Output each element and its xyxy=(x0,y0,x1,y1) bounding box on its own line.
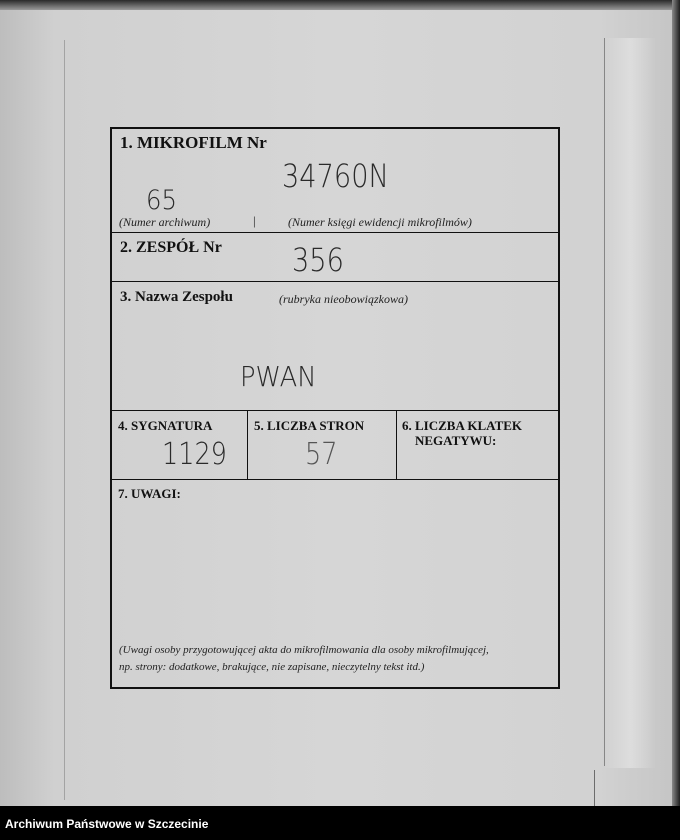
uwagi-note-line2: np. strony: dodatkowe, brakujące, nie zapisane, nieczytelny tekst itd.) xyxy=(119,661,425,673)
mikrofilm-label: 1. MIKROFILM Nr xyxy=(120,133,267,152)
uwagi-label: 7. UWAGI: xyxy=(118,486,181,501)
mikrofilm-form-card xyxy=(110,127,560,689)
scan-right-edge xyxy=(672,0,680,806)
sygnatura-value: 1129 xyxy=(162,437,227,472)
liczba-klatek-label-line1: 6. LICZBA KLATEK xyxy=(402,418,523,433)
paper-fold-line-right xyxy=(604,38,605,766)
register-number-hint: (Numer księgi ewidencji mikrofilmów) xyxy=(288,215,472,229)
section-uwagi xyxy=(112,480,558,685)
section-nazwa-zespolu xyxy=(112,282,558,411)
mikrofilm-number: 34760N xyxy=(282,157,389,195)
scan-top-edge xyxy=(0,0,680,10)
uwagi-note-line1: (Uwagi osoby przygotowującej akta do mikrofilmowania dla osoby mikrofilmującej, xyxy=(119,644,489,656)
liczba-stron-label: 5. LICZBA STRON xyxy=(254,418,365,433)
section-zespol xyxy=(112,233,558,282)
sygnatura-label: 4. SYGNATURA xyxy=(118,418,213,433)
liczba-stron-value: 57 xyxy=(305,437,338,472)
footer-archive-name: Archiwum Państwowe w Szczecinie xyxy=(5,817,209,831)
nazwa-zespolu-label: 3. Nazwa Zespołu xyxy=(120,289,233,305)
section-sygnatura-row xyxy=(112,411,558,480)
column-divider-2 xyxy=(396,411,397,479)
zespol-label: 2. ZESPÓŁ Nr xyxy=(120,239,222,256)
paper-shade xyxy=(604,38,656,768)
zespol-number: 356 xyxy=(292,241,344,279)
nazwa-zespolu-hint: (rubryka nieobowiązkowa) xyxy=(279,292,408,306)
separator: | xyxy=(253,213,256,228)
paper-edge-mark xyxy=(594,770,595,806)
liczba-klatek-label-line2: NEGATYWU: xyxy=(415,433,497,448)
nazwa-zespolu-value: PWAN xyxy=(240,360,317,393)
archive-number: 65 xyxy=(146,185,177,216)
archive-number-hint: (Numer archiwum) xyxy=(119,215,211,229)
column-divider-1 xyxy=(247,411,248,479)
section-mikrofilm xyxy=(112,129,558,233)
paper-fold-line-left xyxy=(64,40,65,800)
